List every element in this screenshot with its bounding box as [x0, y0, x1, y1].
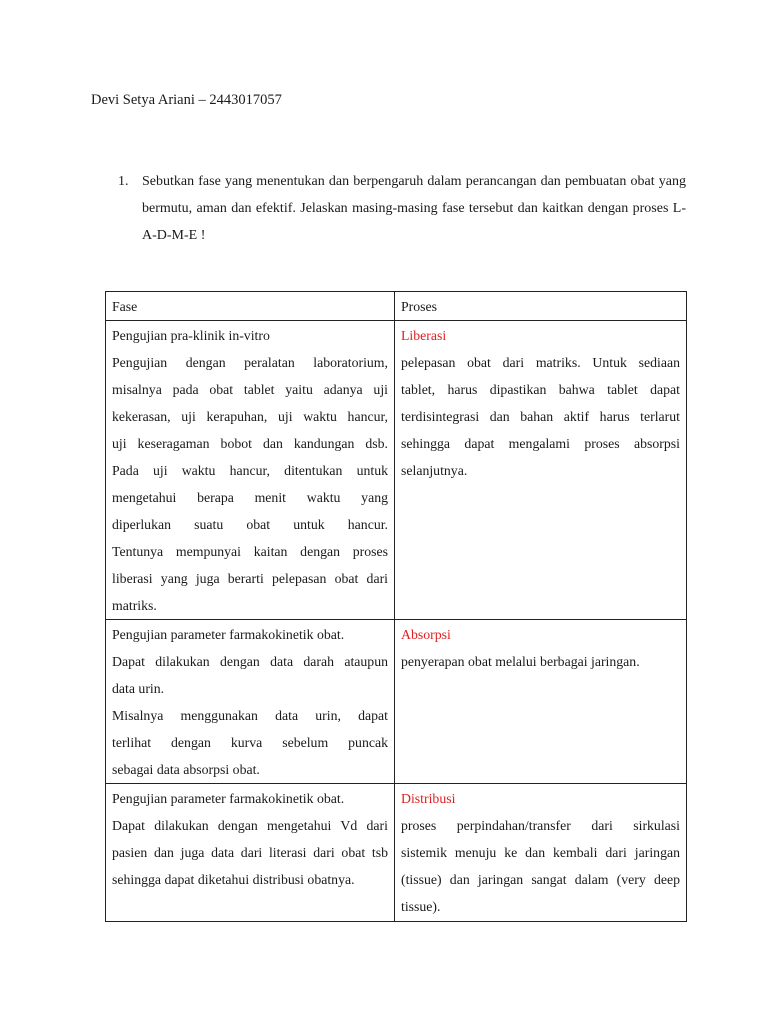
fase-line: data urin. — [112, 681, 165, 696]
proses-title-distribusi: Distribusi — [401, 791, 456, 806]
table-header-row — [106, 292, 687, 321]
table-row — [106, 784, 687, 922]
proses-title-absorpsi: Absorpsi — [401, 627, 451, 642]
proses-line: proses perpindahan/transfer dari sirkulasi — [401, 818, 680, 833]
fase-description — [112, 349, 388, 619]
header-proses: Proses — [395, 292, 687, 321]
fase-cell — [106, 620, 395, 784]
proses-line: sistemik menuju ke dan kembali dari jaringan — [401, 845, 680, 860]
ladme-table — [105, 291, 687, 922]
header-fase: Fase — [106, 292, 395, 321]
proses-cell — [395, 784, 687, 922]
proses-title-liberasi: Liberasi — [401, 328, 447, 343]
fase-line: misalnya pada obat tablet yaitu adanya uji — [112, 382, 388, 397]
fase-cell — [106, 784, 395, 922]
fase-line: kekerasan, uji kerapuhan, uji waktu hancur, — [112, 409, 388, 424]
question-number: 1. — [118, 174, 129, 189]
fase-title: Pengujian parameter farmakokinetik obat. — [112, 791, 345, 806]
proses-line: terdisintegrasi dan bahan aktif harus terlarut — [401, 409, 680, 424]
fase-line: mengetahui berapa menit waktu yang — [112, 490, 388, 505]
fase-line: Tentunya mempunyai kaitan dengan proses — [112, 544, 388, 559]
proses-line: penyerapan obat melalui berbagai jaringan. — [401, 654, 640, 669]
fase-line: Misalnya menggunakan data urin, dapat — [112, 708, 388, 723]
fase-line: Dapat dilakukan dengan mengetahui Vd dari — [112, 818, 388, 833]
proses-line: tissue). — [401, 899, 441, 914]
proses-line: (tissue) dan jaringan sangat dalam (very deep — [401, 872, 680, 887]
table-row — [106, 321, 687, 620]
proses-line: selanjutnya. — [401, 463, 468, 478]
fase-description — [112, 648, 388, 783]
fase-line: Pada uji waktu hancur, ditentukan untuk — [112, 463, 388, 478]
proses-description — [401, 812, 680, 920]
fase-line: sebagai data absorpsi obat. — [112, 762, 260, 777]
fase-line: liberasi yang juga berarti pelepasan obat dari — [112, 571, 388, 586]
fase-line: diperlukan suatu obat untuk hancur. — [112, 517, 388, 532]
fase-cell — [106, 321, 395, 620]
proses-line: sehingga dapat mengalami proses absorpsi — [401, 436, 680, 451]
author-line: Devi Setya Ariani – 2443017057 — [91, 92, 282, 108]
fase-line: Pengujian dengan peralatan laboratorium, — [112, 355, 388, 370]
fase-title: Pengujian parameter farmakokinetik obat. — [112, 627, 345, 642]
fase-line: pasien dan juga data dari literasi dari obat tsb — [112, 845, 388, 860]
fase-line: Dapat dilakukan dengan data darah ataupun — [112, 654, 388, 669]
fase-line: terlihat dengan kurva sebelum puncak — [112, 735, 388, 750]
proses-description — [401, 648, 680, 675]
proses-cell — [395, 620, 687, 784]
fase-title: Pengujian pra-klinik in-vitro — [112, 328, 270, 343]
table-row — [106, 620, 687, 784]
proses-line: pelepasan obat dari matriks. Untuk sediaan — [401, 355, 680, 370]
fase-line: uji keseragaman bobot dan kandungan dsb. — [112, 436, 388, 451]
proses-line: tablet, harus dipastikan bahwa tablet dapat — [401, 382, 680, 397]
fase-description — [112, 812, 388, 893]
question-1 — [118, 168, 686, 249]
question-text: Sebutkan fase yang menentukan dan berpengaruh dalam perancangan dan pembuatan obat yang bermutu, aman dan efektif. Jelaskan masing-masing fase tersebut dan kaitkan dengan proses L-A-D-M-E ! — [142, 174, 686, 243]
proses-description — [401, 349, 680, 484]
proses-cell — [395, 321, 687, 620]
fase-line: sehingga dapat diketahui distribusi obatnya. — [112, 872, 355, 887]
fase-line: matriks. — [112, 598, 157, 613]
